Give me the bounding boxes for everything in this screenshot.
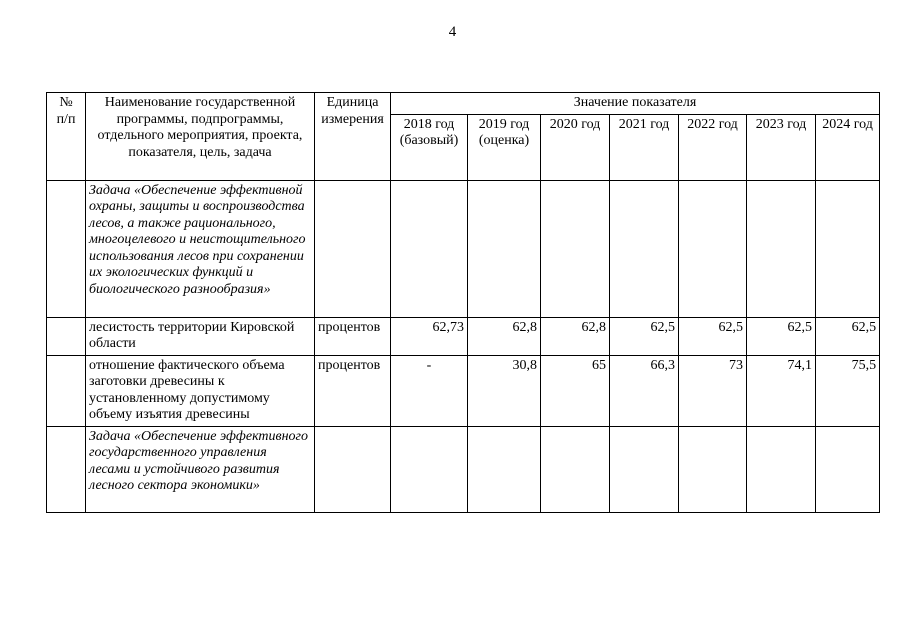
- table-row: [47, 180, 880, 317]
- table-row: [47, 426, 880, 512]
- empty-cell: [315, 426, 391, 512]
- value-cell: 62,5: [610, 317, 679, 355]
- row-num-cell: [47, 355, 86, 426]
- empty-cell: [679, 426, 747, 512]
- indicator-unit: процентов: [315, 355, 391, 426]
- empty-cell: [679, 180, 747, 317]
- value-cell: 30,8: [468, 355, 541, 426]
- task-name: Задача «Обеспечение эффективной охраны, защиты и воспроизводства лесов, а также рационального, многоцелевого и неистощительного использования лесов при сохранении их экологических функций и биологического разнообразия»: [86, 180, 315, 317]
- empty-cell: [468, 426, 541, 512]
- header-row-1: [47, 93, 880, 115]
- table-row: [47, 317, 880, 355]
- header-value-group: Значение показателя: [391, 93, 880, 115]
- empty-cell: [315, 180, 391, 317]
- empty-cell: [541, 426, 610, 512]
- empty-cell: [747, 180, 816, 317]
- value-cell: 73: [679, 355, 747, 426]
- header-name: Наименование государственной программы, подпрограммы, отдельного мероприятия, проекта, показателя, цель, задача: [86, 93, 315, 181]
- row-num-cell: [47, 180, 86, 317]
- empty-cell: [610, 426, 679, 512]
- empty-cell: [816, 426, 880, 512]
- header-year: 2018 год (базовый): [391, 114, 468, 180]
- empty-cell: [391, 426, 468, 512]
- empty-cell: [541, 180, 610, 317]
- value-cell: 74,1: [747, 355, 816, 426]
- value-cell: 62,5: [816, 317, 880, 355]
- header-num: № п/п: [47, 93, 86, 181]
- header-year: 2023 год: [747, 114, 816, 180]
- empty-cell: [610, 180, 679, 317]
- header-unit: Единица измерения: [315, 93, 391, 181]
- header-year: 2024 год: [816, 114, 880, 180]
- header-year: 2022 год: [679, 114, 747, 180]
- value-cell: 75,5: [816, 355, 880, 426]
- indicator-unit: процентов: [315, 317, 391, 355]
- empty-cell: [747, 426, 816, 512]
- table-row: [47, 355, 880, 426]
- header-year: 2021 год: [610, 114, 679, 180]
- header-year: 2019 год (оценка): [468, 114, 541, 180]
- value-cell: 62,8: [541, 317, 610, 355]
- task-name: Задача «Обеспечение эффективного государственного управления лесами и устойчивого развития лесного сектора экономики»: [86, 426, 315, 512]
- empty-cell: [816, 180, 880, 317]
- value-cell: 62,5: [679, 317, 747, 355]
- value-cell: 62,73: [391, 317, 468, 355]
- value-cell: 66,3: [610, 355, 679, 426]
- value-cell: 62,8: [468, 317, 541, 355]
- indicator-table: [46, 92, 880, 513]
- value-cell: 65: [541, 355, 610, 426]
- indicator-name: отношение фактического объема заготовки древесины к установленному допустимому объему изъятия древесины: [86, 355, 315, 426]
- value-cell: -: [391, 355, 468, 426]
- empty-cell: [391, 180, 468, 317]
- header-year: 2020 год: [541, 114, 610, 180]
- indicator-name: лесистость территории Кировской области: [86, 317, 315, 355]
- value-cell: 62,5: [747, 317, 816, 355]
- row-num-cell: [47, 317, 86, 355]
- empty-cell: [468, 180, 541, 317]
- row-num-cell: [47, 426, 86, 512]
- page-number: 4: [448, 24, 457, 40]
